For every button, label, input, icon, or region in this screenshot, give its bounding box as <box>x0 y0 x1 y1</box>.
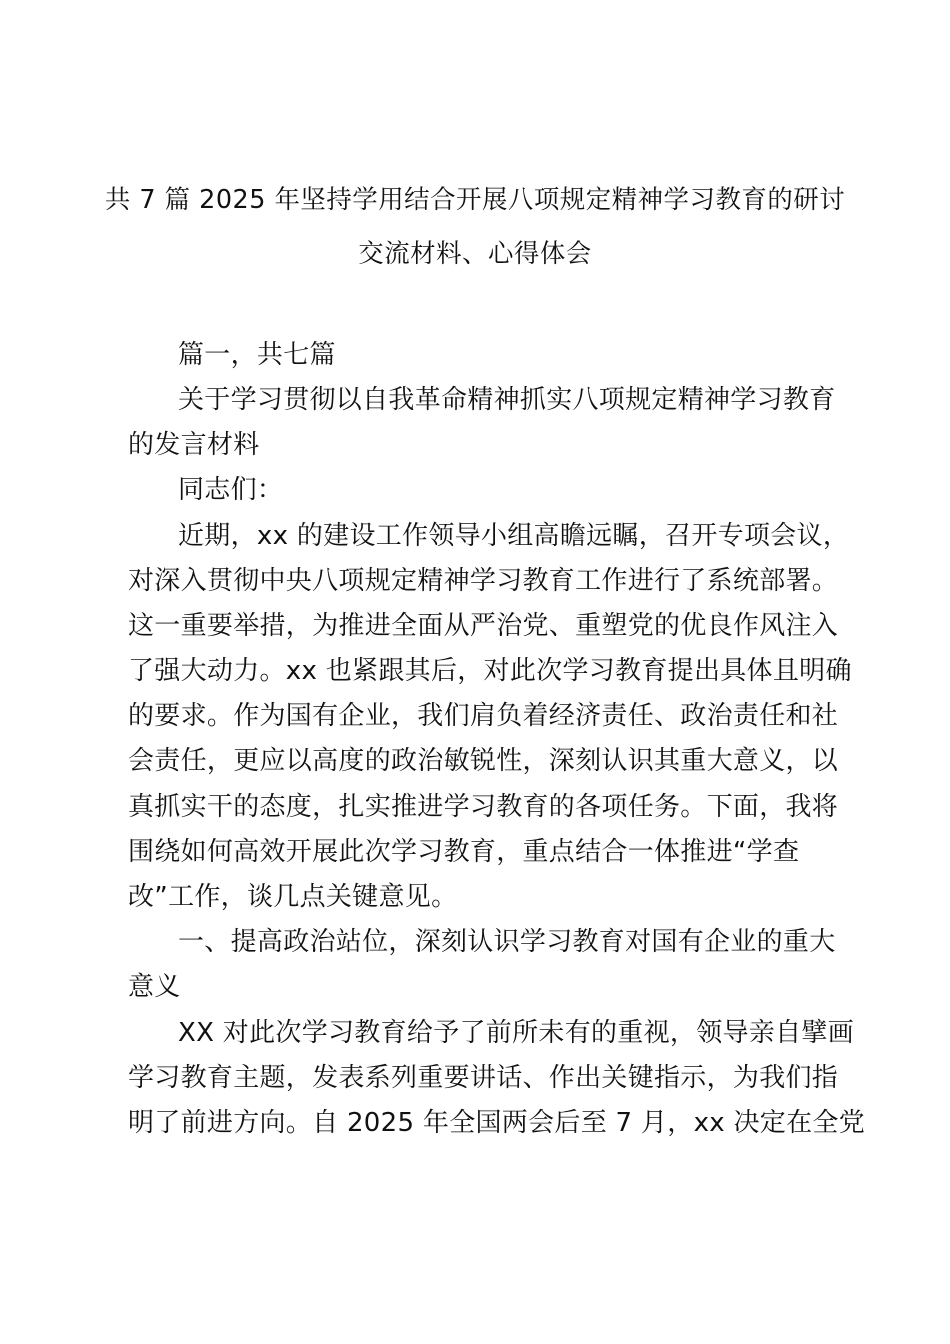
paragraph-line: 真抓实干的态度，扎实推进学习教育的各项任务。下面，我将 <box>128 792 839 822</box>
document-title-line-1: 共 7 篇 2025 年坚持学用结合开展八项规定精神学习教育的研讨 <box>104 185 846 215</box>
speech-title-line-2: 的发言材料 <box>128 430 260 460</box>
paragraph-line: 的要求。作为国有企业，我们肩负着经济责任、政治责任和社 <box>128 701 839 731</box>
paragraph-line: 近期，xx 的建设工作领导小组高瞻远瞩，召开专项会议， <box>178 521 850 551</box>
section-label: 篇一，共七篇 <box>178 340 336 370</box>
paragraph-line: XX 对此次学习教育给予了前所未有的重视，领导亲自擘画 <box>178 1018 854 1048</box>
document-title-line-2: 交流材料、心得体会 <box>358 239 592 269</box>
paragraph-line: 改”工作，谈几点关键意见。 <box>128 882 458 912</box>
paragraph-line: 这一重要举措，为推进全面从严治党、重塑党的优良作风注入 <box>128 611 839 641</box>
paragraph-line: 学习教育主题，发表系列重要讲话、作出关键指示，为我们指 <box>128 1063 839 1093</box>
section-heading-line-2: 意义 <box>128 972 181 1002</box>
speech-title-line-1: 关于学习贯彻以自我革命精神抓实八项规定精神学习教育 <box>178 385 836 415</box>
section-heading-line-1: 一、提高政治站位，深刻认识学习教育对国有企业的重大 <box>178 927 836 957</box>
paragraph-line: 明了前进方向。自 2025 年全国两会后至 7 月，xx 决定在全党 <box>128 1108 866 1138</box>
paragraph-line: 对深入贯彻中央八项规定精神学习教育工作进行了系统部署。 <box>128 566 839 596</box>
paragraph-line: 围绕如何高效开展此次学习教育，重点结合一体推进“学查 <box>128 837 800 867</box>
salutation: 同志们： <box>178 475 284 505</box>
paragraph-line: 了强大动力。xx 也紧跟其后，对此次学习教育提出具体且明确 <box>128 656 852 686</box>
paragraph-line: 会责任，更应以高度的政治敏锐性，深刻认识其重大意义，以 <box>128 746 839 776</box>
